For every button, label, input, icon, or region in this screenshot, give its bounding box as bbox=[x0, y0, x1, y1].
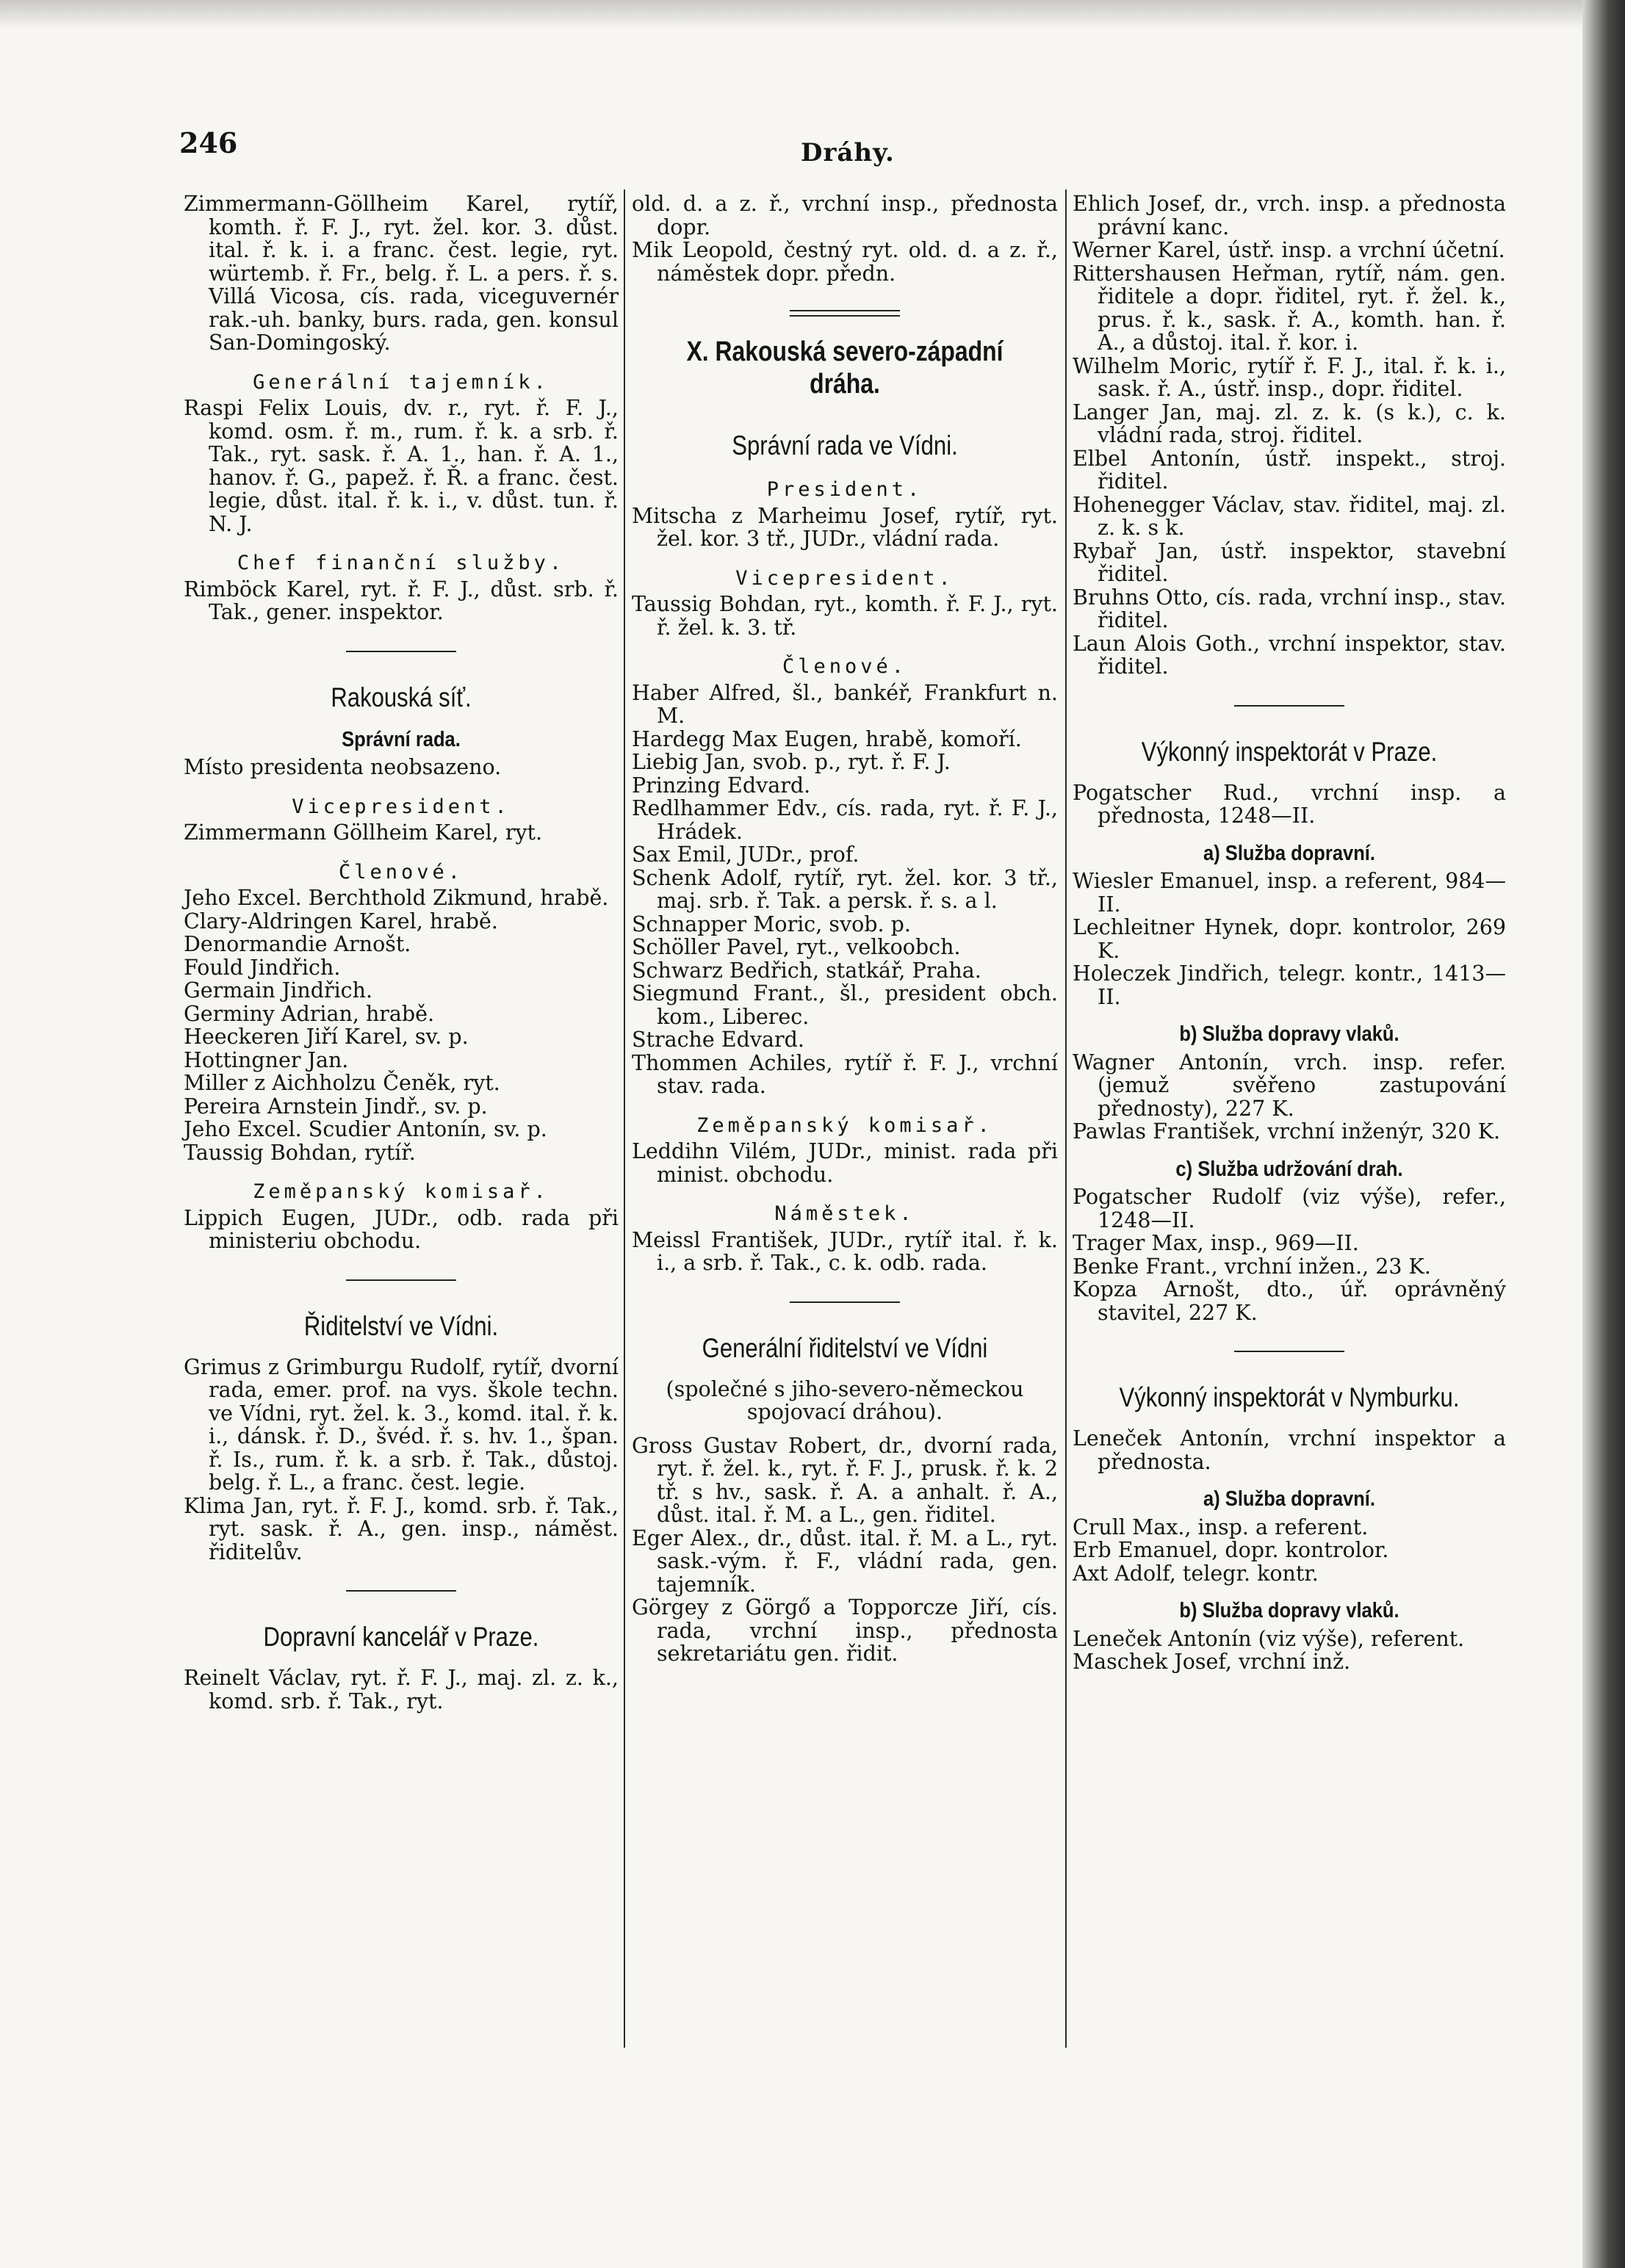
entry: Grimus z Grimburgu Rudolf, rytíř, dvorní rada, emer. prof. na vys. škole techn. ve Vídni, ryt. žel. k. 3., komd. ital. ř. k. i., dánsk. ř. D., švéd. ř. s. hv. 1., špan. ř. Is., rum. ř. k. a srb. ř. Tak., důstoj. belg. ř. L., a franc. čest. legie. bbox=[184, 1354, 619, 1495]
entry: Leneček Antonín, vrchní inspektor a přednosta. bbox=[1073, 1426, 1506, 1474]
list-item: Sax Emil, JUDr., prof. bbox=[632, 842, 860, 867]
section-heading: X. Rakouská severo-západní dráha. bbox=[686, 336, 1004, 400]
entry: Mitscha z Marheimu Josef, rytíř, ryt. žel. kor. 3 tř., JUDr., vládní rada. bbox=[632, 503, 1058, 551]
entry: Gross Gustav Robert, dr., dvorní rada, ryt. ř. žel. k., ryt. ř. F. J., prusk. ř. k. 2 tř. s hv., sask. ř. A. a anhalt. ř. A., důst. ital. ř. M. a L., gen. řiditel. bbox=[632, 1433, 1058, 1527]
list-item: Clary-Aldringen Karel, hrabě. bbox=[184, 909, 498, 933]
section-label: Generální tajemník. bbox=[253, 370, 550, 394]
divider bbox=[1234, 1351, 1344, 1352]
list-item: Strache Edvard. bbox=[632, 1028, 804, 1052]
entry: Ehlich Josef, dr., vrch. insp. a přednosta právní kanc. bbox=[1073, 192, 1506, 239]
list-item: Schenk Adolf, rytíř, ryt. žel. kor. 3 tř., maj. srb. ř. Tak. a persk. ř. s. a l. bbox=[632, 865, 1058, 913]
list-item: Jeho Excel. Scudier Antonín, sv. p. bbox=[184, 1117, 547, 1141]
section-label: Členové. bbox=[782, 655, 908, 678]
list-item: Schwarz Bedřich, statkář, Praha. bbox=[632, 958, 981, 983]
entry: Elbel Antonín, ústř. inspekt., stroj. řiditel. bbox=[1073, 446, 1506, 494]
column-rule-left bbox=[624, 189, 625, 2048]
entry: Leddihn Vilém, JUDr., minist. rada při minist. obchodu. bbox=[632, 1139, 1058, 1187]
entry: Hohenegger Václav, stav. řiditel, maj. zl. z. k. s k. bbox=[1073, 492, 1506, 540]
list-item: Germain Jindřich. bbox=[184, 978, 373, 1003]
list-item: Erb Emanuel, dopr. kontrolor. bbox=[1073, 1538, 1389, 1562]
entry: Rittershausen Heřman, rytíř, nám. gen. řiditele a dopr. řiditel, ryt. ř. žel. k., prus. ř. k., sask. ř. A., komth. han. ř. A., a důstoj. ital. ř. kor. i. bbox=[1073, 261, 1506, 355]
section-label: Zeměpanský komisař. bbox=[696, 1113, 993, 1137]
section-label: President. bbox=[766, 478, 923, 501]
subsection-heading: Správní rada ve Vídni. bbox=[732, 430, 958, 461]
section-label: Zeměpanský komisař. bbox=[253, 1180, 550, 1203]
list-item: Jeho Excel. Berchthold Zikmund, hrabě. bbox=[184, 886, 609, 910]
list-item: Schöller Pavel, ryt., velkoobch. bbox=[632, 935, 961, 959]
divider bbox=[346, 1590, 456, 1592]
column-rule-right bbox=[1065, 189, 1067, 2048]
entry: Taussig Bohdan, ryt., komth. ř. F. J., ryt. ř. žel. k. 3. tř. bbox=[632, 592, 1058, 640]
list-item: Taussig Bohdan, rytíř. bbox=[184, 1140, 416, 1165]
entry: Pogatscher Rud., vrchní insp. a přednosta, 1248—II. bbox=[1073, 780, 1506, 828]
list-item: Prinzing Edvard. bbox=[632, 773, 811, 798]
list-item: Maschek Josef, vrchní inž. bbox=[1073, 1650, 1351, 1674]
subsection-heading: a) Služba dopravní. bbox=[1203, 1487, 1375, 1511]
subsection-heading: c) Služba udržování drah. bbox=[1175, 1157, 1403, 1181]
subsection-heading: a) Služba dopravní. bbox=[1203, 841, 1375, 865]
entry: Rimböck Karel, ryt. ř. F. J., důst. srb. ř. Tak., gener. inspektor. bbox=[184, 577, 619, 624]
entry: Bruhns Otto, cís. rada, vrchní insp., stav. řiditel. bbox=[1073, 585, 1506, 632]
list-item: Heeckeren Jiří Karel, sv. p. bbox=[184, 1025, 469, 1049]
scan-edge-right bbox=[1582, 0, 1625, 2268]
column-3 bbox=[1073, 192, 1506, 1674]
section-heading: Generální řiditelství ve Vídni bbox=[702, 1332, 988, 1363]
subsection-heading: b) Služba dopravy vlaků. bbox=[1179, 1599, 1399, 1622]
list-item: Benke Frant., vrchní inžen., 23 K. bbox=[1073, 1254, 1431, 1279]
list-item: Schnapper Moric, svob. p. bbox=[632, 911, 911, 936]
entry: Laun Alois Goth., vrchní inspektor, stav. řiditel. bbox=[1073, 631, 1506, 679]
list-item: Leneček Antonín (viz výše), referent. bbox=[1073, 1626, 1465, 1651]
list-item: Liebig Jan, svob. p., ryt. ř. F. J. bbox=[632, 750, 951, 774]
list-item: Miller z Aichholzu Čeněk, ryt. bbox=[184, 1071, 500, 1095]
entry: Raspi Felix Louis, dv. r., ryt. ř. F. J., komd. osm. ř. m., rum. ř. k. a srb. ř. Tak., ryt. sask. ř. A. 1., han. ř. A. 1., hanov. ř. G., papež. ř. Ř. a franc. čest. legie, důst. ital. ř. k. i., v. důst. tun. ř. N. J. bbox=[184, 396, 619, 536]
entry: Klima Jan, ryt. ř. F. J., komd. srb. ř. Tak., ryt. sask. ř. A., gen. insp., náměst. řiditelův. bbox=[184, 1493, 619, 1564]
list-item: Kopza Arnošt, dto., úř. oprávněný stavitel, 227 K. bbox=[1073, 1277, 1506, 1325]
scan-edge-top bbox=[0, 0, 1625, 29]
entry: Zimmermann Göllheim Karel, ryt. bbox=[184, 820, 543, 845]
section-heading: Dopravní kancelář v Praze. bbox=[263, 1622, 539, 1652]
list-item: Hardegg Max Eugen, hrabě, komoří. bbox=[632, 726, 1022, 751]
double-divider bbox=[790, 310, 900, 317]
list-item: Siegmund Frant., šl., president obch. kom., Liberec. bbox=[632, 981, 1058, 1029]
list-item: Crull Max., insp. a referent. bbox=[1073, 1514, 1369, 1539]
divider bbox=[790, 1301, 900, 1303]
list-item: Germiny Adrian, hrabě. bbox=[184, 1001, 435, 1026]
section-heading: Řiditelství ve Vídni. bbox=[303, 1310, 499, 1341]
entry: Reinelt Václav, ryt. ř. F. J., maj. zl. z. k., komd. srb. ř. Tak., ryt. bbox=[184, 1666, 619, 1713]
entry: Meissl František, JUDr., rytíř ital. ř. k. i., a srb. ř. Tak., c. k. odb. rada. bbox=[632, 1227, 1058, 1275]
running-head: Dráhy. bbox=[801, 138, 895, 167]
list-item: Axt Adolf, telegr. kontr. bbox=[1073, 1561, 1319, 1586]
list-item: Wagner Antonín, vrch. insp. refer. (jemuž svěřeno zastupování přednosty), 227 K. bbox=[1073, 1050, 1506, 1121]
list-item: Trager Max, insp., 969—II. bbox=[1073, 1231, 1359, 1255]
list-item: Hottingner Jan. bbox=[184, 1047, 349, 1072]
list-item: Denormandie Arnošt. bbox=[184, 932, 411, 956]
list-item: Haber Alfred, šl., bankéř, Frankfurt n. M. bbox=[632, 680, 1058, 728]
subsection-heading: Správní rada. bbox=[342, 727, 461, 751]
list-item: Thommen Achiles, rytíř ř. F. J., vrchní stav. rada. bbox=[632, 1050, 1058, 1098]
entry: Langer Jan, maj. zl. z. k. (s k.), c. k. vládní rada, stroj. řiditel. bbox=[1073, 400, 1506, 447]
list-item: Fould Jindřich. bbox=[184, 955, 341, 980]
entry: Eger Alex., dr., důst. ital. ř. M. a L., ryt. sask.-vým. ř. F., vládní rada, gen. tajemník. bbox=[632, 1525, 1058, 1597]
subsection-heading: b) Služba dopravy vlaků. bbox=[1179, 1022, 1399, 1046]
divider bbox=[346, 1279, 456, 1281]
section-label: Členové. bbox=[338, 860, 464, 884]
heading-note: (společné s jiho-severo-německou spojovací dráhou). bbox=[666, 1376, 1024, 1424]
divider bbox=[346, 651, 456, 652]
list-item: Pogatscher Rudolf (viz výše), refer., 1248—II. bbox=[1073, 1185, 1506, 1232]
column-1 bbox=[184, 192, 619, 1713]
entry: Werner Karel, ústř. insp. a vrchní účetní. bbox=[1073, 238, 1505, 262]
section-label: Chef finanční služby. bbox=[237, 552, 566, 574]
entry: Zimmermann-Göllheim Karel, rytíř, komth. ř. F. J., ryt. žel. kor. 3. důst. ital. ř. k. i. a franc. čest. legie, ryt. würtemb. ř. Fr., belg. ř. L. a pers. ř. s. Villá Vicosa, cís. rada, viceguvernér rak.-uh. banky, burs. rada, gen. konsul San-Domingoský. bbox=[184, 192, 619, 355]
column-2 bbox=[632, 192, 1058, 1666]
list-item: Wiesler Emanuel, insp. a referent, 984—II. bbox=[1073, 869, 1506, 917]
list-item: Pawlas František, vrchní inženýr, 320 K. bbox=[1073, 1119, 1501, 1144]
entry: Wilhelm Moric, rytíř ř. F. J., ital. ř. k. i., sask. ř. A., ústř. insp., dopr. řiditel. bbox=[1073, 353, 1506, 401]
list-item: Pereira Arnstein Jindř., sv. p. bbox=[184, 1094, 488, 1119]
entry: Lippich Eugen, JUDr., odb. rada při ministeriu obchodu. bbox=[184, 1205, 619, 1253]
section-label: Vicepresident. bbox=[735, 566, 954, 590]
entry: old. d. a z. ř., vrchní insp., přednosta dopr. bbox=[632, 192, 1058, 239]
page-number: 246 bbox=[179, 126, 238, 159]
section-label: Náměstek. bbox=[774, 1202, 915, 1225]
list-item: Redlhammer Edv., cís. rada, ryt. ř. F. J., Hrádek. bbox=[632, 796, 1058, 844]
entry: Místo presidenta neobsazeno. bbox=[184, 755, 502, 779]
entry: Görgey z Görgő a Topporcze Jiří, cís. rada, vrchní insp., přednosta sekretariátu gen. řidit. bbox=[632, 1595, 1058, 1666]
section-heading: Rakouská síť. bbox=[331, 682, 472, 712]
section-heading: Výkonný inspektorát v Nymburku. bbox=[1119, 1382, 1460, 1412]
entry: Rybař Jan, ústř. inspektor, stavební řiditel. bbox=[1073, 538, 1506, 586]
section-heading: Výkonný inspektorát v Praze. bbox=[1141, 736, 1438, 767]
list-item: Holeczek Jindřich, telegr. kontr., 1413—II. bbox=[1073, 961, 1506, 1009]
entry: Mik Leopold, čestný ryt. old. d. a z. ř., náměstek dopr. předn. bbox=[632, 238, 1058, 286]
divider bbox=[1234, 705, 1344, 707]
section-label: Vicepresident. bbox=[292, 795, 511, 818]
list-item: Lechleitner Hynek, dopr. kontrolor, 269 K. bbox=[1073, 915, 1506, 963]
